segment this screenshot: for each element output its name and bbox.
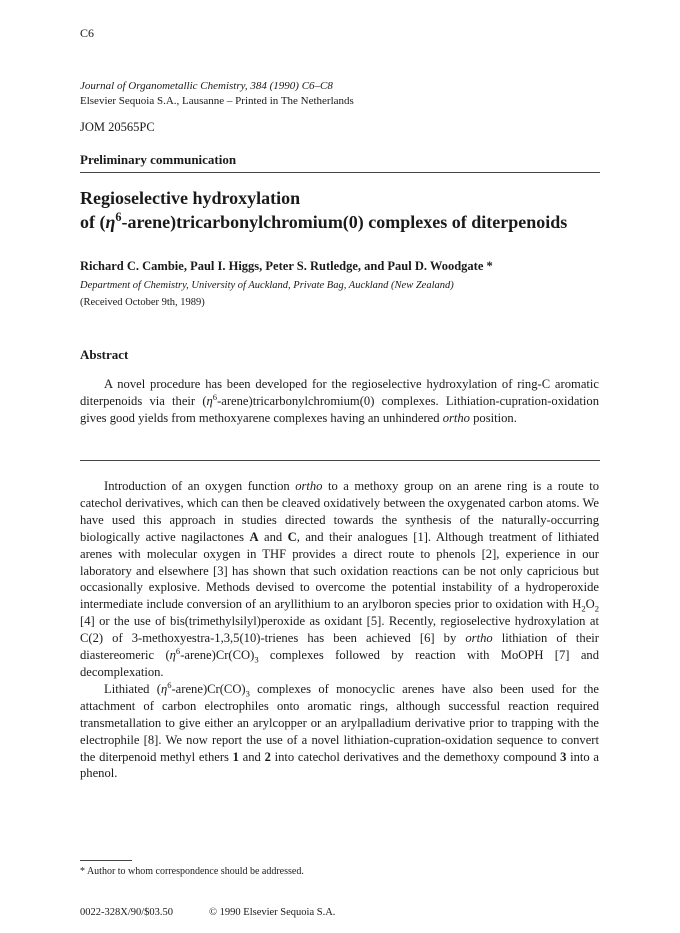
intro-paragraph: Introduction of an oxygen function ortho to a methoxy group on an arene ring is a route to catechol derivatives, which can then be cleaved oxidatively between the oxygenated carbon atoms. We have used this approach in studies directed towards the synthesis of the naturally-occurring biologically active nagilactones A and C, and their analogues [1]. Although treatment of lithiated arenes with molecular oxygen in THF provides a direct route to phenols [2], experience in our laboratory and elsewhere [3] has shown that such oxidation reactions can be not only capricious but occasionally explosive. Methods devised to overcome the potential instability of a hydroperoxide intermediate include conversion of an aryllithium to an arylboron species prior to oxidation with $H_2O_2$ [4] or the use of bis(trimethylsilyl)peroxide as oxidant [5]. Recently, regioselective hydroxylation at C(2) of 3-methoxyestra-1,3,5(10)-trienes has been achieved [6] by ortho lithiation of their diastereomeric $(\eta^6-arene)Cr(CO)_3$ complexes followed by reaction with MoOPH [7] and decomplexation. <box>80 479 600 679</box>
article-type: Preliminary communication <box>80 152 237 167</box>
footnote-rule <box>80 860 132 861</box>
abstract-rule <box>80 460 600 461</box>
copyright-notice: © 1990 Elsevier Sequoia S.A. <box>209 907 336 918</box>
issn-price: 0022-328X/90/$03.50 <box>80 907 174 918</box>
footnote: * Author to whom correspondence should be addressed. <box>80 866 304 877</box>
affiliation: Department of Chemistry, University of Auckland, Private Bag, Auckland (New Zealand) <box>80 280 454 291</box>
article-title <box>80 186 620 234</box>
author-list: Richard C. Cambie, Paul I. Higgs, Peter S. Rutledge, and Paul D. Woodgate * <box>80 259 493 273</box>
journal-citation: Journal of Organometallic Chemistry, 384 (1990) C6–C8 <box>80 80 333 92</box>
second-paragraph: Lithiated $(\eta^6-arene)Cr(CO)_3$ complexes of monocyclic arenes have also been used for the attachment of carbon electrophiles onto aromatic rings, although successful reaction required transmetallation to give either an arylcopper or an arylpalladium derivative prior to trapping with the electrophile [8]. We now report the use of a novel lithiation-cupration-oxidation sequence to convert the diterpenoid methyl ethers 1 and 2 into catechol derivatives and the demethoxy compound 3 into a phenol. <box>80 679 600 781</box>
abstract-text: A novel procedure has been developed for the regioselective hydroxylation of ring-C aromatic diterpenoids via their $(\eta^6-arene)tricarbonylchromium(0)$ complexes. Lithiation-cupration-oxidation gives good yields from methoxyarene complexes having an unhindered ortho position. <box>80 377 600 425</box>
title-line-1: Regioselective hydroxylation <box>80 188 301 208</box>
copyright-line <box>80 907 335 918</box>
publisher-line: Elsevier Sequoia S.A., Lausanne – Printed in The Netherlands <box>80 95 354 107</box>
abstract-heading: Abstract <box>80 347 129 362</box>
title-line-2: of $(\eta^6-arene)tricarbonylchromium(0)$ complexes of diterpenoids <box>80 210 568 232</box>
header-rule <box>80 172 600 173</box>
page-number: C6 <box>80 26 95 40</box>
received-date: (Received October 9th, 1989) <box>80 297 205 308</box>
article-code: JOM 20565PC <box>80 120 155 134</box>
body-text <box>80 478 599 782</box>
